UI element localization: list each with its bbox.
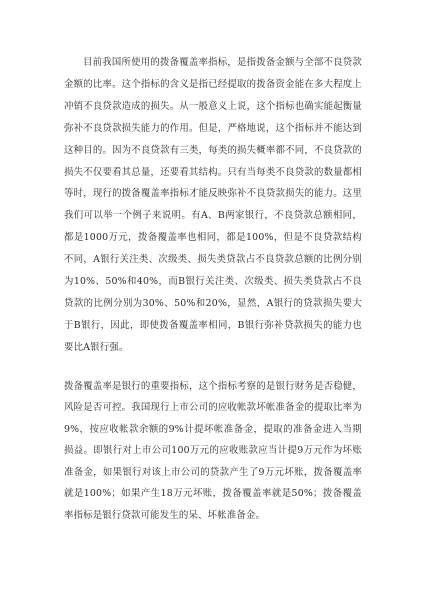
document-page (64, 52, 362, 526)
paragraph-provision-coverage-importance: 拨备覆盖率是银行的重要指标，这个指标考察的是银行财务是否稳健，风险是否可控。我国现行上市公司的应收帐款坏帐准备金的提取比率为9%，按应收帐款余额的9%计提坏帐准备金，提取的准备金进入当期损益。即银行对上市公司100万元的应收账款应当计提9万元作为坏账准备金，如果银行对该上市公司的贷款产生了9万元坏账，拨备覆盖率就是100%；如果产生18万元坏账，拨备覆盖率就是50%；拨备覆盖率指标是银行贷款可能发生的呆、坏帐准备金。 (64, 380, 362, 521)
paragraph-provision-coverage-definition: 目前我国所使用的拨备覆盖率指标，是指拨备金额与全部不良贷款金额的比率。这个指标的含义是指已经提取的拨备资金能在多大程度上冲销不良贷款造成的损失。从一般意义上说，这个指标也确实能起衡量弥补不良贷款损失能力的作用。但是，严格地说，这个指标并不能达到这种目的。因为不良贷款有三类，每类的损失概率都不同，不良贷款的损失不仅要看其总量，还要看其结构。只有当每类不良贷款的数量都相等时，现行的拨备覆盖率指标才能反映弥补不良贷款损失的能力。这里我们可以举一个例子来说明。有A、B两家银行，不良贷款总额相同，都是1000万元，拨备覆盖率也相同，都是100%，但是不良贷款结构不同，A银行关注类、次级类、损失类贷款占不良贷款总额的比例分别为10%、50%和40%，而B银行关注类、次级类、损失类贷款占不良贷款的比例分别为30%、50%和20%，显然，A银行的贷款损失要大于B银行，因此，即使拨备覆盖率相同，B银行弥补贷款损失的能力也要比A银行强。 (64, 57, 362, 353)
